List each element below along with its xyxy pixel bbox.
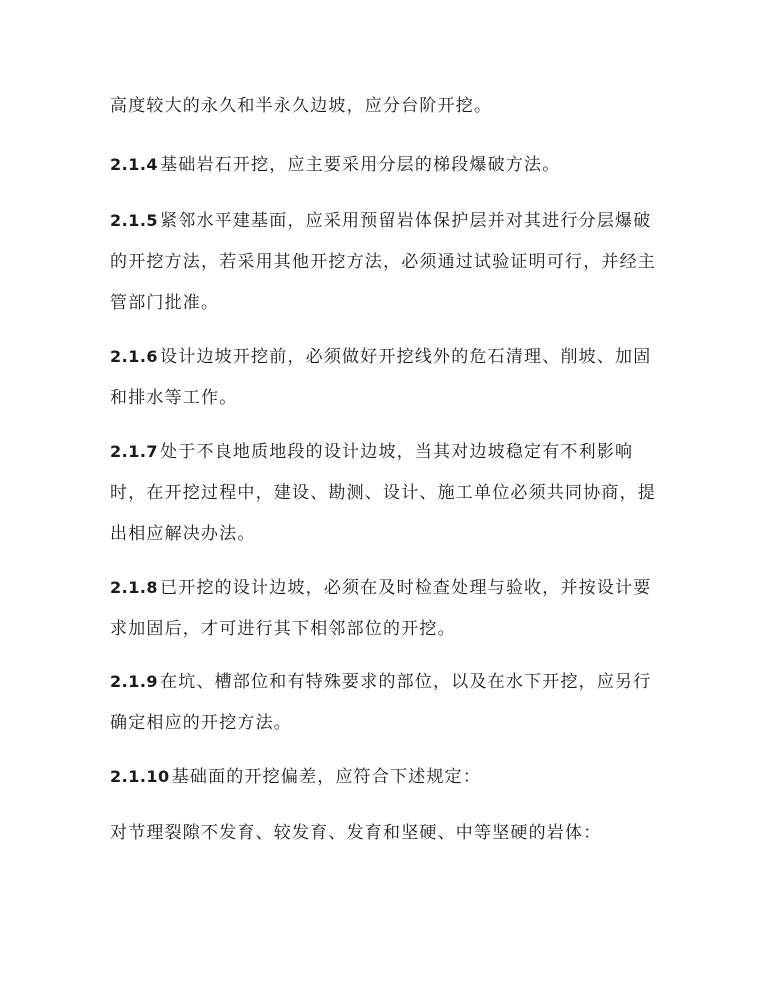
clause-number: 2.1.9 xyxy=(110,672,159,691)
paragraph-text: 对节理裂隙不发育、较发育、发育和坚硬、中等坚硬的岩体： xyxy=(110,823,602,843)
clause-number: 2.1.10 xyxy=(110,767,170,786)
paragraph-text: 紧邻水平建基面，应采用预留岩体保护层并对其进行分层爆破的开挖方法，若采用其他开挖方法，必须通过试验证明可行，并经主管部门批准。 xyxy=(110,211,656,313)
paragraph-2-1-9 xyxy=(110,661,665,744)
paragraph-2-1-6 xyxy=(110,336,665,419)
paragraph-text: 在坑、槽部位和有特殊要求的部位，以及在水下开挖，应另行确定相应的开挖方法。 xyxy=(110,672,652,733)
paragraph-text: 基础面的开挖偏差，应符合下述规定： xyxy=(171,767,482,787)
paragraph-text: 基础岩石开挖，应主要采用分层的梯段爆破方法。 xyxy=(160,155,561,175)
clause-number: 2.1.8 xyxy=(110,578,159,597)
clause-number: 2.1.4 xyxy=(110,155,159,174)
paragraph-rock-mass xyxy=(110,813,665,854)
clause-number: 2.1.5 xyxy=(110,211,159,230)
paragraph-2-1-7 xyxy=(110,431,665,555)
paragraph-text: 高度较大的永久和半永久边坡，应分台阶开挖。 xyxy=(110,96,493,116)
paragraph-intro xyxy=(110,86,665,127)
paragraph-2-1-10 xyxy=(110,756,665,798)
clause-number: 2.1.6 xyxy=(110,347,159,366)
paragraph-text: 处于不良地质地段的设计边坡，当其对边坡稳定有不利影响时，在开挖过程中，建设、勘测、设计、施工单位必须共同协商，提出相应解决办法。 xyxy=(110,442,656,544)
paragraph-text: 已开挖的设计边坡，必须在及时检查处理与验收，并按设计要求加固后，才可进行其下相邻部位的开挖。 xyxy=(110,578,652,639)
paragraph-text: 设计边坡开挖前，必须做好开挖线外的危石清理、削坡、加固和排水等工作。 xyxy=(110,347,652,408)
paragraph-2-1-8 xyxy=(110,567,665,650)
clause-number: 2.1.7 xyxy=(110,442,159,461)
paragraph-2-1-4 xyxy=(110,144,665,186)
paragraph-2-1-5 xyxy=(110,200,665,324)
